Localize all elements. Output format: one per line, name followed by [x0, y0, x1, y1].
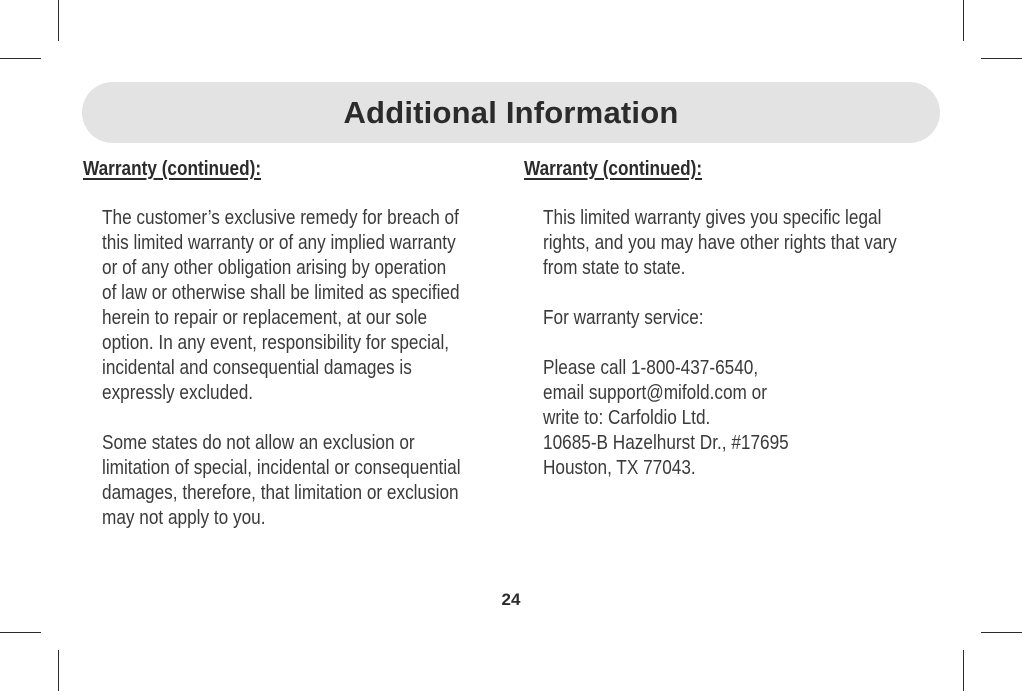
text-line: The customer’s exclusive remedy for breach of — [102, 207, 459, 229]
crop-mark-bottom-left-vertical — [58, 650, 59, 691]
text-line: may not apply to you. — [102, 507, 266, 529]
email-line: email support@mifold.com or — [543, 382, 767, 404]
text-line: expressly excluded. — [102, 382, 254, 404]
page-title: Additional Information — [343, 94, 679, 130]
text-line: option. In any event, responsibility for special, — [102, 332, 450, 354]
page-number: 24 — [501, 590, 521, 609]
address-city-line: Houston, TX 77043. — [543, 457, 696, 479]
crop-mark-top-left-horizontal — [0, 58, 41, 59]
paragraph-gap — [102, 406, 549, 431]
text-line: from state to state. — [543, 257, 686, 279]
phone-line: Please call 1-800-437-6540, — [543, 357, 759, 379]
crop-mark-bottom-right-horizontal — [981, 632, 1022, 633]
text-line: incidental and consequential damages is — [102, 357, 412, 379]
text-line: rights, and you may have other rights that vary — [543, 232, 897, 254]
text-line: Some states do not allow an exclusion or — [102, 432, 415, 454]
crop-mark-top-right-horizontal — [981, 58, 1022, 59]
text-line: of law or otherwise shall be limited as specified — [102, 282, 460, 304]
text-line: damages, therefore, that limitation or exclusion — [102, 482, 459, 504]
right-column-body — [543, 206, 990, 481]
text-line: or of any other obligation arising by operation — [102, 257, 447, 279]
paragraph-gap — [543, 331, 990, 356]
left-column — [83, 156, 513, 529]
text-line: this limited warranty or of any implied warranty — [102, 232, 456, 254]
text-line: For warranty service: — [543, 307, 704, 329]
address-street-line: 10685-B Hazelhurst Dr., #17695 — [543, 432, 789, 454]
crop-mark-bottom-left-horizontal — [0, 632, 41, 633]
right-column-heading: Warranty (continued): — [524, 158, 703, 180]
text-line: herein to repair or replacement, at our sole — [102, 307, 428, 329]
crop-mark-top-left-vertical — [58, 0, 59, 41]
title-banner — [82, 82, 940, 143]
left-column-heading: Warranty (continued): — [83, 158, 262, 180]
text-line: limitation of special, incidental or consequential — [102, 457, 461, 479]
right-column — [524, 156, 954, 479]
crop-mark-bottom-right-vertical — [963, 650, 964, 691]
paragraph-gap — [543, 281, 990, 306]
text-line: This limited warranty gives you specific legal — [543, 207, 882, 229]
address-company-line: write to: Carfoldio Ltd. — [543, 407, 711, 429]
crop-mark-top-right-vertical — [963, 0, 964, 41]
left-column-body — [102, 206, 549, 531]
